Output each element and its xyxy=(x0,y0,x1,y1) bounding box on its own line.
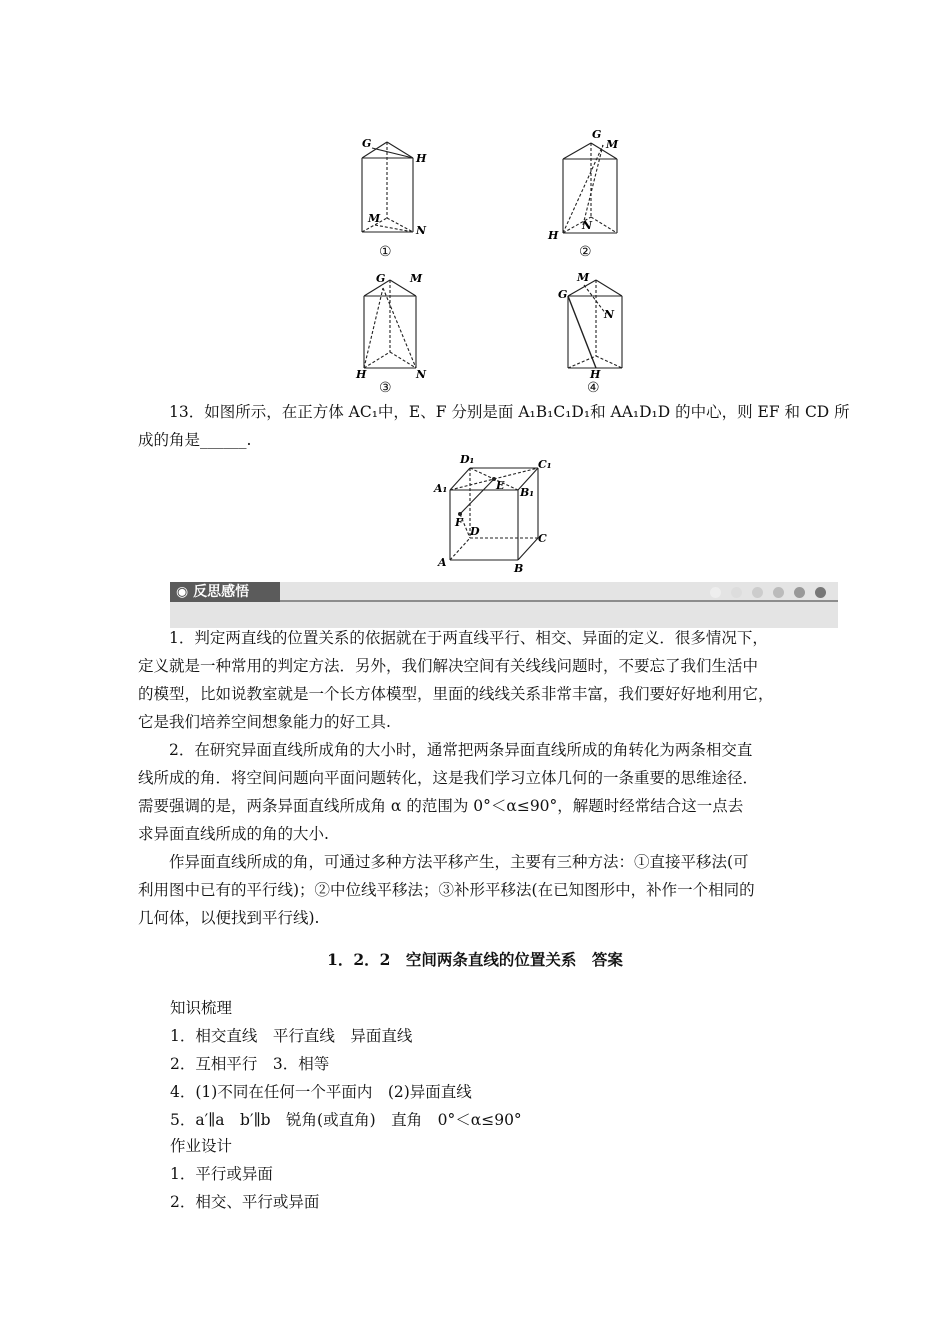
label-g: G xyxy=(558,288,568,301)
reflection-paragraph-3 xyxy=(138,848,838,932)
paragraph-line: 利用图中已有的平行线)；②中位线平移法；③补形平移法(在已知图形中，补作一个相同的 xyxy=(138,881,755,899)
prism-figure-1 xyxy=(350,130,440,235)
label-n: N xyxy=(604,308,615,321)
label-m: M xyxy=(368,212,381,225)
answer-title: 1．2．2 空间两条直线的位置关系 答案 xyxy=(327,950,623,969)
label-m: M xyxy=(410,272,423,285)
answer-line: 2．相交、平行或异面 xyxy=(170,1193,320,1211)
label-g: G xyxy=(376,272,386,285)
paragraph-line: 2．在研究异面直线所成角的大小时，通常把两条异面直线所成的角转化为两条相交直 xyxy=(169,741,753,759)
label-e: E xyxy=(496,479,505,492)
label-g: G xyxy=(592,128,602,141)
prism-figure-2 xyxy=(545,125,630,240)
banner-divider xyxy=(280,600,838,602)
decor-dot xyxy=(794,587,805,598)
answer-line: 2．互相平行 3．相等 xyxy=(170,1055,330,1073)
question-line: 成的角是______. xyxy=(138,431,252,449)
label-b1: B₁ xyxy=(520,486,535,499)
decor-dot xyxy=(752,587,763,598)
label-m: M xyxy=(577,271,590,284)
label-n: N xyxy=(416,224,427,235)
paragraph-line: 几何体，以便找到平行线). xyxy=(138,909,320,927)
paragraph-line: 求异面直线所成的角的大小. xyxy=(138,825,329,843)
decor-dot xyxy=(815,587,826,598)
label-n: N xyxy=(582,219,593,232)
figure-caption: ③ xyxy=(379,380,392,396)
label-h: H xyxy=(416,152,427,165)
paragraph-line: 它是我们培养空间想象能力的好工具. xyxy=(138,713,391,731)
prism-figure-3 xyxy=(350,268,440,380)
reflection-paragraph-2 xyxy=(138,736,838,848)
paragraph-line: 1．判定两直线的位置关系的依据就在于两直线平行、相交、异面的定义．很多情况下， xyxy=(169,629,768,647)
label-m: M xyxy=(606,138,619,151)
label-d1: D₁ xyxy=(460,453,475,466)
answer-line: 5．a′∥a b′∥b 锐角(或直角) 直角 0°＜α≤90° xyxy=(170,1111,522,1129)
cube-figure xyxy=(430,448,560,576)
decor-dot xyxy=(710,587,721,598)
answer-line: 1．平行或异面 xyxy=(170,1165,273,1183)
answer-line: 知识梳理 xyxy=(170,999,233,1017)
label-b: B xyxy=(514,562,524,575)
label-d: D xyxy=(470,525,480,538)
label-h: H xyxy=(548,229,559,240)
paragraph-line: 作异面直线所成的角，可通过多种方法平移产生，主要有三种方法：①直接平移法(可 xyxy=(169,853,749,871)
label-n: N xyxy=(416,368,427,380)
label-c: C xyxy=(538,532,547,545)
figure-caption: ② xyxy=(579,244,592,260)
paragraph-line: 定义就是一种常用的判定方法．另外，我们解决空间有关线线问题时，不要忘了我们生活中 xyxy=(138,657,759,675)
label-h: H xyxy=(356,368,367,380)
label-f: F xyxy=(455,516,463,529)
label-h: H xyxy=(590,368,601,380)
label-c1: C₁ xyxy=(538,458,552,471)
figure-caption: ① xyxy=(379,244,392,260)
answer-line: 4．(1)不同在任何一个平面内 (2)异面直线 xyxy=(170,1083,472,1101)
prism-figure-4 xyxy=(550,268,635,380)
answer-line: 作业设计 xyxy=(170,1137,233,1155)
paragraph-line: 的模型，比如说教室就是一个长方体模型，里面的线线关系非常丰富，我们要好好地利用它， xyxy=(138,685,774,703)
question-line: 13．如图所示，在正方体 AC₁中，E、F 分别是面 A₁B₁C₁D₁和 AA₁D₁D 的中心，则 EF 和 CD 所 xyxy=(169,403,850,421)
reflection-paragraph-1 xyxy=(138,624,838,736)
paragraph-line: 线所成的角．将空间问题向平面问题转化，这是我们学习立体几何的一条重要的思维途径． xyxy=(138,769,759,787)
figure-caption: ④ xyxy=(587,380,600,396)
label-g: G xyxy=(362,137,372,150)
decor-dot xyxy=(773,587,784,598)
answer-line: 1．相交直线 平行直线 异面直线 xyxy=(170,1027,413,1045)
paragraph-line: 需要强调的是，两条异面直线所成角 α 的范围为 0°＜α≤90°，解题时经常结合这一点去 xyxy=(138,797,744,815)
decor-dot xyxy=(731,587,742,598)
question-13 xyxy=(138,398,850,454)
label-a1: A₁ xyxy=(434,482,448,495)
section-banner-title: ◉ 反思感悟 xyxy=(170,582,280,602)
label-a: A xyxy=(438,556,447,569)
